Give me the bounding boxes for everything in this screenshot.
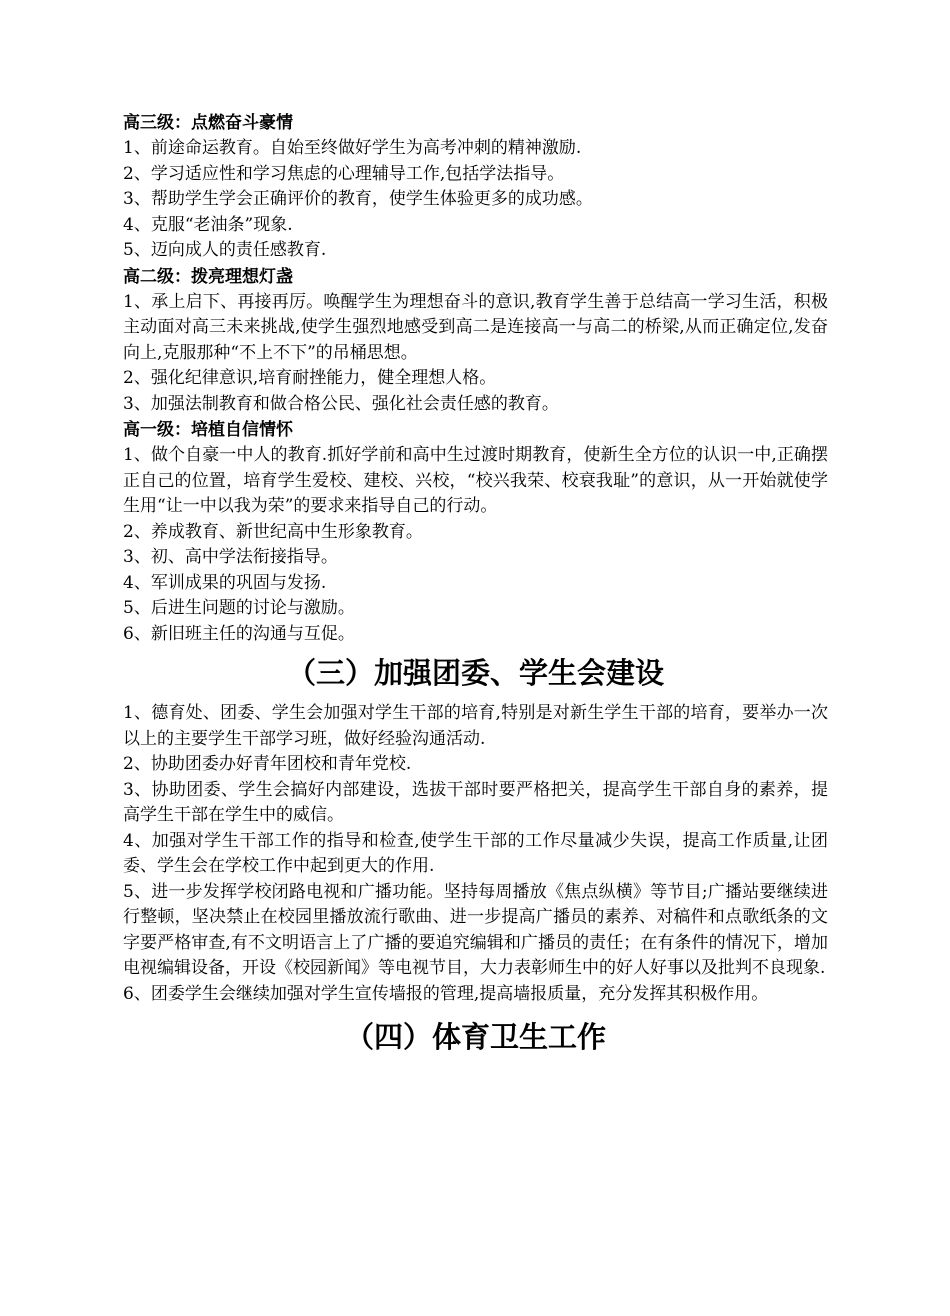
section4-heading: （四）体育卫生工作 [344,1020,606,1054]
grade3-item-5: 5、迈向成人的责任感教育. [123,240,327,260]
section3-item-1: 1、德育处、团委、学生会加强对学生干部的培育,特别是对新生学生干部的培育，要举办一次以上的主要学生干部学习班，做好经验沟通活动. [123,703,828,749]
grade1-item-1: 1、做个自豪一中人的教育.抓好学前和高中生过渡时期教育，使新生全方位的认识一中,正确摆正自己的位置，培育学生爱校、建校、兴校，“校兴我荣、校衰我耻”的意识，从一开始就使学生用“让一中以我为荣”的要求来指导自己的行动。 [123,445,828,516]
section3-item-2: 2、协助团委办好青年团校和青年党校. [123,754,412,774]
grade3-heading: 高三级：点燃奋斗豪情 [123,113,293,133]
section3-heading: （三）加强团委、学生会建设 [286,656,664,690]
grade1-item-2: 2、养成教育、新世纪高中生形象教育。 [123,521,423,542]
section3-item-6: 6、团委学生会继续加强对学生宣传墙报的管理,提高墙报质量，充分发挥其积极作用。 [123,983,769,1004]
grade1-item-5: 5、后进生问题的讨论与激励。 [123,598,355,618]
document-page [123,110,828,1065]
section3-item-4: 4、加强对学生干部工作的指导和检查,使学生干部的工作尽量减少失误，提高工作质量,让团委、学生会在学校工作中起到更大的作用. [123,830,828,876]
grade3-item-1: 1、前途命运教育。自始至终做好学生为高考冲刺的精神激励. [123,138,582,158]
grade2-item-2: 2、强化纪律意识,培育耐挫能力，健全理想人格。 [123,368,497,388]
grade2-item-1: 1、承上启下、再接再厉。唤醒学生为理想奋斗的意识,教育学生善于总结高一学习生活，积极主动面对高三未来挑战,使学生强烈地感受到高二是连接高一与高二的桥梁,从而正确定位,发奋向上,克服那种“不上不下”的吊桶思想。 [123,291,828,363]
grade1-item-3: 3、初、高中学法衔接指导。 [123,547,338,567]
grade1-heading: 高一级：培植自信情怀 [123,420,293,440]
section3-item-3: 3、协助团委、学生会搞好内部建设，选拔干部时要严格把关，提高学生干部自身的素养，提高学生干部在学生中的威信。 [123,779,828,825]
grade1-item-6: 6、新旧班主任的沟通与互促。 [123,623,355,644]
grade3-item-2: 2、学习适应性和学习焦虑的心理辅导工作,包括学法指导。 [123,163,565,184]
section3-item-5: 5、进一步发挥学校闭路电视和广播功能。坚持每周播放《焦点纵横》等节目;广播站要继续进行整顿，坚决禁止在校园里播放流行歌曲、进一步提高广播员的素养、对稿件和点歌纸条的文字要严格审查,有不文明语言上了广播的要追究编辑和广播员的责任；在有条件的情况下，增加电视编辑设备，开设《校园新闻》等电视节目，大力表彰师生中的好人好事以及批判不良现象. [123,881,828,978]
grade3-item-4: 4、克服“老油条”现象. [123,214,293,235]
grade2-item-3: 3、加强法制教育和做合格公民、强化社会责任感的教育。 [123,393,559,414]
grade2-heading: 高二级：拨亮理想灯盏 [123,266,293,287]
grade3-item-3: 3、帮助学生学会正确评价的教育，使学生体验更多的成功感。 [123,189,593,209]
grade1-item-4: 4、军训成果的巩固与发扬. [123,572,327,593]
